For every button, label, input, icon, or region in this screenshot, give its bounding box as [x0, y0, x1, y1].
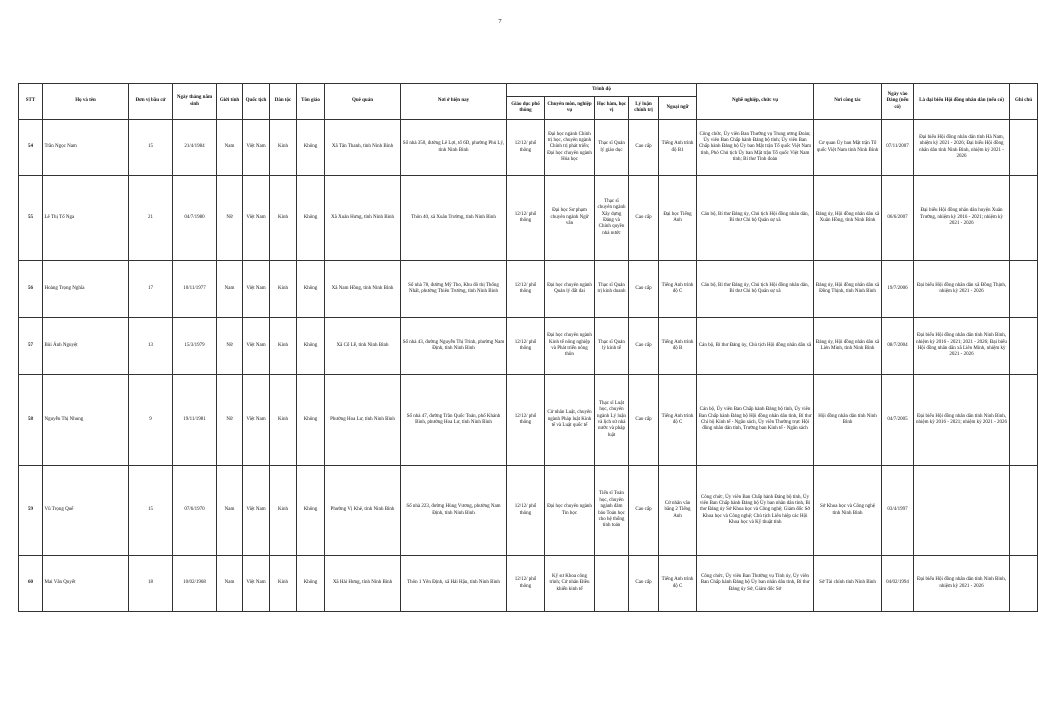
cell-hometown: Phường Vị Khê, tỉnh Ninh Bình	[325, 466, 401, 556]
cell-general-edu: 12/12/ phổ thông	[507, 375, 545, 466]
cell-nationality: Việt Nam	[243, 466, 270, 556]
cell-politics: Cao cấp	[629, 466, 659, 556]
cell-politics: Cao cấp	[629, 318, 659, 375]
cell-dob: 07/6/1970	[173, 466, 217, 556]
cell-dob: 10/11/1977	[173, 261, 217, 318]
header-row	[19, 84, 1038, 97]
cell-gender: Nam	[217, 261, 243, 318]
cell-party-date: 04/7/2005	[882, 375, 914, 466]
cell-stt: 54	[19, 120, 43, 176]
header-name: Họ và tên	[43, 84, 129, 120]
cell-politics: Cao cấp	[629, 261, 659, 318]
page-number: 7	[498, 18, 502, 25]
table-row	[19, 375, 1038, 466]
cell-ethnicity: Kinh	[270, 120, 297, 176]
cell-stt: 59	[19, 466, 43, 556]
cell-name: Bùi Ánh Nguyệt	[43, 318, 129, 375]
cell-dob: 15/3/1979	[173, 318, 217, 375]
header-language: Ngoại ngữ	[659, 97, 697, 120]
cell-workplace: Cơ quan Ủy ban Mặt trận Tổ quốc Việt Nam tỉnh Ninh Bình	[814, 120, 882, 176]
cell-district: 9	[129, 375, 173, 466]
cell-language: Tiếng Anh trình độ B1	[659, 120, 697, 176]
cell-residence: Thôn 40, xã Xuân Trường, tỉnh Ninh Bình	[401, 176, 507, 261]
cell-district: 17	[129, 261, 173, 318]
header-specialty: Chuyên môn, nghiệp vụ	[545, 97, 595, 120]
header-party-date: Ngày vào Đảng (nếu có)	[882, 84, 914, 120]
cell-ethnicity: Kinh	[270, 176, 297, 261]
cell-language: Đại học Tiếng Anh	[659, 176, 697, 261]
header-education: Trình độ	[507, 84, 697, 97]
cell-residence: Số nhà 350, đường Lê Lợi, tổ 6D, phường Phủ Lý, tỉnh Ninh Bình	[401, 120, 507, 176]
header-occupation: Nghề nghiệp, chức vụ	[697, 84, 814, 120]
table-row	[19, 261, 1038, 318]
cell-degree: Thạc sĩ Quản trị kinh doanh	[595, 261, 629, 318]
cell-general-edu: 12/12/ phổ thông	[507, 318, 545, 375]
cell-hometown: Xã Xuân Hưng, tỉnh Ninh Bình	[325, 176, 401, 261]
cell-delegate: Đại biểu Hội đồng nhân dân tỉnh Ninh Bình, nhiệm kỳ 2016 - 2021; nhiệm kỳ 2021 - 2026	[914, 375, 1010, 466]
cell-gender: Nam	[217, 120, 243, 176]
cell-delegate: Đại biểu Hội đồng nhân dân xã Đồng Thịnh, nhiệm kỳ 2021 - 2026	[914, 261, 1010, 318]
candidate-table	[18, 83, 1038, 612]
cell-gender: Nam	[217, 466, 243, 556]
cell-delegate: Đại biểu Hội đồng nhân dân tỉnh Ninh Bình, nhiệm kỳ 2021 - 2026	[914, 556, 1010, 612]
cell-specialty: Đại học chuyên ngành Kinh tế nông nghiệp và Phát triển nông thôn	[545, 318, 595, 375]
cell-dob: 04/7/1980	[173, 176, 217, 261]
cell-workplace: Đảng ủy, Hội đồng nhân dân xã Xuân Hồng, tỉnh Ninh Bình	[814, 176, 882, 261]
cell-party-date: 19/7/2006	[882, 261, 914, 318]
cell-degree	[595, 556, 629, 612]
cell-residence: Số nhà 43, đường Nguyễn Thị Trinh, phường Nam Định, tỉnh Ninh Bình	[401, 318, 507, 375]
cell-politics: Cao cấp	[629, 375, 659, 466]
cell-religion: Không	[297, 318, 325, 375]
cell-gender: Nữ	[217, 318, 243, 375]
cell-occupation: Cán bộ, Bí thư Đảng ủy, Chủ tịch Hội đồng nhân dân, Bí thư Chi bộ Quân sự xã	[697, 261, 814, 318]
cell-note	[1010, 466, 1038, 556]
cell-ethnicity: Kinh	[270, 466, 297, 556]
header-politics: Lý luận chính trị	[629, 97, 659, 120]
cell-delegate: Đại biểu Hội đồng nhân dân tỉnh Hà Nam, nhiệm kỳ 2021 - 2026; Đại biểu Hội đồng nhân dân tỉnh Ninh Bình, nhiệm kỳ 2021 - 2026	[914, 120, 1010, 176]
cell-degree: Tiến sĩ Toán học, chuyên ngành đảm bảo Toán học cho hệ thống tính toán	[595, 466, 629, 556]
cell-occupation: Cán bộ, Bí thư Đảng ủy, Chủ tịch Hội đồng nhân dân xã	[697, 318, 814, 375]
cell-nationality: Việt Nam	[243, 318, 270, 375]
cell-specialty: Đại học chuyên ngành Quản lý đất đai	[545, 261, 595, 318]
table-row	[19, 556, 1038, 612]
cell-party-date: 07/11/2007	[882, 120, 914, 176]
cell-general-edu: 12/12/ phổ thông	[507, 556, 545, 612]
cell-ethnicity: Kinh	[270, 318, 297, 375]
cell-religion: Không	[297, 120, 325, 176]
cell-note	[1010, 556, 1038, 612]
cell-general-edu: 12/12/ phổ thông	[507, 176, 545, 261]
cell-note	[1010, 176, 1038, 261]
cell-occupation: Công chức, Ủy viên Ban Thường vụ Tỉnh ủy, Ủy viên Ban Chấp hành Đảng bộ Ủy ban nhân dân tỉnh, Bí thư Đảng ủy Sở, Giám đốc Sở	[697, 556, 814, 612]
cell-party-date: 08/7/2004	[882, 318, 914, 375]
header-dob: Ngày tháng năm sinh	[173, 84, 217, 120]
cell-language: Cử nhân văn bằng 2 Tiếng Anh	[659, 466, 697, 556]
cell-religion: Không	[297, 375, 325, 466]
cell-note	[1010, 375, 1038, 466]
cell-ethnicity: Kinh	[270, 556, 297, 612]
cell-general-edu: 12/12/ phổ thông	[507, 261, 545, 318]
cell-specialty: Đại học chuyên ngành Tin học	[545, 466, 595, 556]
header-nationality: Quốc tịch	[243, 84, 270, 120]
cell-language: Tiếng Anh trình độ B	[659, 318, 697, 375]
cell-workplace: Đảng ủy, Hội đồng nhân dân xã Liên Minh, tỉnh Ninh Bình	[814, 318, 882, 375]
cell-ethnicity: Kinh	[270, 375, 297, 466]
cell-residence: Thôn 1 Yên Định, xã Hải Hậu, tỉnh Ninh Bình	[401, 556, 507, 612]
cell-name: Hoàng Trọng Nghĩa	[43, 261, 129, 318]
cell-residence: Số nhà 78, đường Mỹ Tho, Khu đô thị Thống Nhất, phường Thiên Trường, tỉnh Ninh Bình	[401, 261, 507, 318]
cell-occupation: Cán bộ, Bí thư Đảng ủy, Chủ tịch Hội đồng nhân dân, Bí thư Chi bộ Quân sự xã	[697, 176, 814, 261]
cell-religion: Không	[297, 556, 325, 612]
cell-hometown: Xã Cổ Lễ, tỉnh Ninh Bình	[325, 318, 401, 375]
cell-occupation: Công chức, Ủy viên Ban Chấp hành Đảng bộ tỉnh, Ủy viên Ban Chấp hành Đảng bộ Ủy ban nhân dân tỉnh, Bí thư Đảng ủy Sở Khoa học và Công nghệ; Giám đốc Sở Khoa học và Công nghệ; Chủ tịch Liên hiệp các Hội Khoa học và Kỹ thuật tỉnh	[697, 466, 814, 556]
cell-nationality: Việt Nam	[243, 261, 270, 318]
cell-gender: Nữ	[217, 176, 243, 261]
cell-religion: Không	[297, 176, 325, 261]
cell-specialty: Cử nhân Luật, chuyên ngành Pháp luật Kinh tế và Luật quốc tế	[545, 375, 595, 466]
cell-hometown: Xã Nam Hồng, tỉnh Ninh Bình	[325, 261, 401, 318]
header-gender: Giới tính	[217, 84, 243, 120]
header-religion: Tôn giáo	[297, 84, 325, 120]
cell-hometown: Phường Hoa Lư, tỉnh Ninh Bình	[325, 375, 401, 466]
cell-religion: Không	[297, 261, 325, 318]
header-residence: Nơi ở hiện nay	[401, 84, 507, 120]
cell-hometown: Xã Hải Hưng, tỉnh Ninh Bình	[325, 556, 401, 612]
cell-workplace: Sở Khoa học và Công nghệ tỉnh Ninh Bình	[814, 466, 882, 556]
cell-nationality: Việt Nam	[243, 120, 270, 176]
cell-district: 13	[129, 318, 173, 375]
cell-occupation: Công chức, Ủy viên Ban Thường vụ Trung ương Đoàn; Ủy viên Ban Chấp hành Đảng bộ tỉnh; Ủy viên Ban Chấp hành Đảng bộ Ủy ban Mặt trận Tổ quốc Việt Nam tỉnh, Phó Chủ tịch Ủy ban Mặt trận Tổ quốc Việt Nam tỉnh; Bí thư Tỉnh đoàn	[697, 120, 814, 176]
cell-note	[1010, 318, 1038, 375]
cell-ethnicity: Kinh	[270, 261, 297, 318]
header-general-edu: Giáo dục phổ thông	[507, 97, 545, 120]
header-stt: STT	[19, 84, 43, 120]
cell-name: Nguyễn Thị Nhung	[43, 375, 129, 466]
cell-hometown: Xã Tân Thanh, tỉnh Ninh Bình	[325, 120, 401, 176]
cell-stt: 57	[19, 318, 43, 375]
cell-degree: Thạc sĩ Quản lý kinh tế	[595, 318, 629, 375]
header-delegate: Là đại biểu Hội đồng nhân dân (nếu có)	[914, 84, 1010, 120]
header-ethnicity: Dân tộc	[270, 84, 297, 120]
header-degree: Học hàm, học vị	[595, 97, 629, 120]
cell-residence: Số nhà 223, đường Hùng Vương, phường Nam Định, tỉnh Ninh Bình	[401, 466, 507, 556]
cell-name: Lê Thị Tố Nga	[43, 176, 129, 261]
cell-gender: Nam	[217, 556, 243, 612]
header-district: Đơn vị bầu cử	[129, 84, 173, 120]
cell-stt: 60	[19, 556, 43, 612]
cell-dob: 10/02/1968	[173, 556, 217, 612]
cell-specialty: Đại học ngành Chính trị học, chuyên ngành Chính trị phát triển; Đại học chuyên ngành Hóa học	[545, 120, 595, 176]
cell-politics: Cao cấp	[629, 176, 659, 261]
cell-language: Tiếng Anh trình độ C	[659, 556, 697, 612]
table-row	[19, 466, 1038, 556]
header-note: Ghi chú	[1010, 84, 1038, 120]
table-row	[19, 318, 1038, 375]
cell-nationality: Việt Nam	[243, 556, 270, 612]
cell-district: 18	[129, 556, 173, 612]
table-row	[19, 120, 1038, 176]
cell-degree: Thạc sĩ Luật học, chuyên ngành Lý luận và lịch sử nhà nước và pháp luật	[595, 375, 629, 466]
header-workplace: Nơi công tác	[814, 84, 882, 120]
cell-district: 15	[129, 120, 173, 176]
cell-nationality: Việt Nam	[243, 375, 270, 466]
cell-name: Vũ Trọng Quế	[43, 466, 129, 556]
cell-party-date: 04/02/1994	[882, 556, 914, 612]
cell-specialty: Đại học Sư phạm chuyên ngành Ngữ văn	[545, 176, 595, 261]
cell-workplace: Hội đồng nhân dân tỉnh Ninh Bình	[814, 375, 882, 466]
cell-stt: 56	[19, 261, 43, 318]
cell-delegate	[914, 466, 1010, 556]
cell-stt: 55	[19, 176, 43, 261]
cell-general-edu: 12/12/ phổ thông	[507, 120, 545, 176]
cell-delegate: Đại biểu Hội đồng nhân dân tỉnh Ninh Bình, nhiệm kỳ 2016 - 2021; 2021 - 2026; Đại biểu Hội đồng nhân dân xã Liên Minh, nhiệm kỳ 2021 - 2026	[914, 318, 1010, 375]
cell-note	[1010, 261, 1038, 318]
cell-workplace: Đảng ủy, Hội đồng nhân dân xã Đồng Thịnh, tỉnh Ninh Bình	[814, 261, 882, 318]
cell-degree: Thạc sĩ chuyên ngành Xây dựng Đảng và Chính quyền nhà nước	[595, 176, 629, 261]
cell-degree: Thạc sĩ Quản lý giáo dục	[595, 120, 629, 176]
cell-workplace: Sở Tài chính tỉnh Ninh Bình	[814, 556, 882, 612]
cell-stt: 58	[19, 375, 43, 466]
cell-name: Trần Ngọc Nam	[43, 120, 129, 176]
table-row	[19, 176, 1038, 261]
cell-note	[1010, 120, 1038, 176]
cell-language: Tiếng Anh trình độ C	[659, 375, 697, 466]
cell-specialty: Kỹ sư Khoa công trình; Cử nhân Điều khiển kinh tế	[545, 556, 595, 612]
cell-dob: 19/11/1981	[173, 375, 217, 466]
cell-delegate: Đại biểu Hội đồng nhân dân huyện Xuân Trường, nhiệm kỳ 2016 - 2021; nhiệm kỳ 2021 - 2026	[914, 176, 1010, 261]
cell-politics: Cao cấp	[629, 556, 659, 612]
cell-district: 15	[129, 466, 173, 556]
cell-politics: Cao cấp	[629, 120, 659, 176]
cell-gender: Nữ	[217, 375, 243, 466]
header-hometown: Quê quán	[325, 84, 401, 120]
cell-residence: Số nhà 47, đường Trần Quốc Toản, phố Khánh Bình, phường Hoa Lư, tỉnh Ninh Bình	[401, 375, 507, 466]
cell-occupation: Cán bộ, Ủy viên Ban Chấp hành Đảng bộ tỉnh, Ủy viên Ban Chấp hành Đảng bộ Hội đồng nhân dân tỉnh, Bí thư Chi bộ Kinh tế - Ngân sách, Ủy viên Thường trực Hội đồng nhân dân tỉnh, Trưởng ban Kinh tế - Ngân sách	[697, 375, 814, 466]
cell-name: Mai Văn Quyết	[43, 556, 129, 612]
cell-language: Tiếng Anh trình độ C	[659, 261, 697, 318]
cell-religion: Không	[297, 466, 325, 556]
cell-dob: 21/4/1984	[173, 120, 217, 176]
cell-party-date: 06/6/2007	[882, 176, 914, 261]
cell-general-edu: 12/12/ phổ thông	[507, 466, 545, 556]
cell-party-date: 03/4/1997	[882, 466, 914, 556]
cell-nationality: Việt Nam	[243, 176, 270, 261]
cell-district: 21	[129, 176, 173, 261]
